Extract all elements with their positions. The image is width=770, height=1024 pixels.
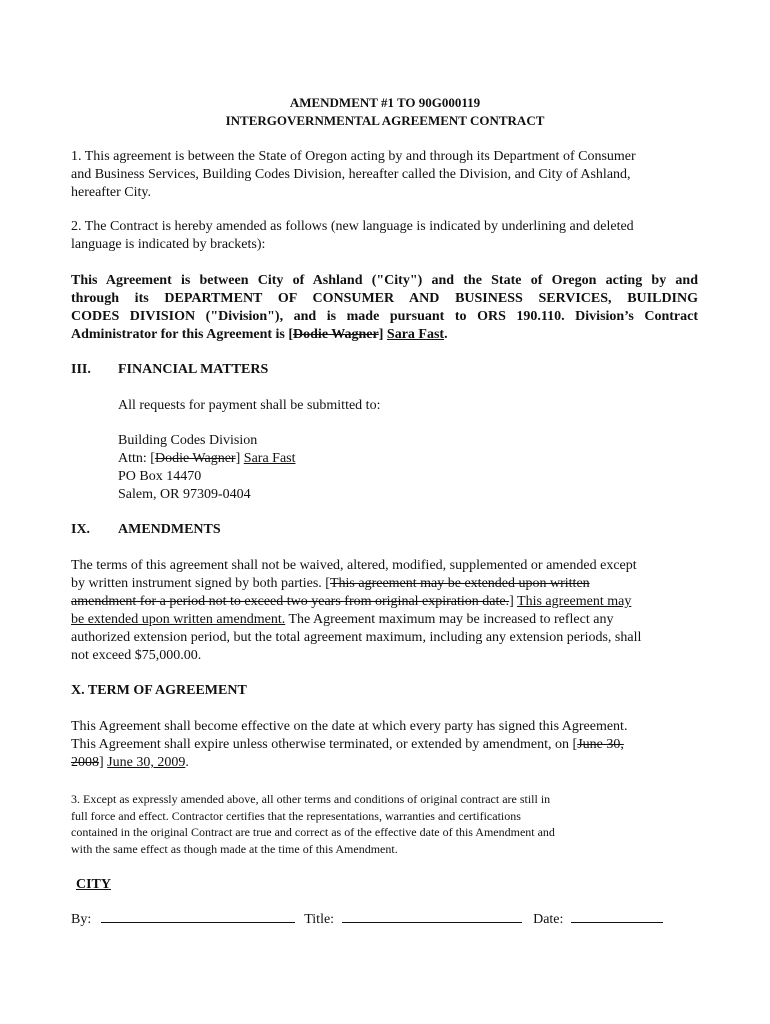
paragraph-3-line: full force and effect. Contractor certifies that the representations, warranties and certifications [71, 808, 521, 823]
deleted-text: Dodie Wagner [154, 451, 236, 466]
by-label: By: [71, 912, 92, 927]
address-line [118, 450, 296, 468]
text-segment: The Agreement maximum may be increased to reflect any [285, 612, 614, 627]
inserted-text: be extended upon written amendment. [71, 612, 286, 627]
paragraph-1-line: hereafter City. [71, 185, 151, 200]
inserted-text: This agreement may [517, 594, 632, 609]
address-line: PO Box 14470 [118, 469, 202, 484]
agreement-line [71, 326, 698, 344]
text-segment: This Agreement shall expire unless otherwise terminated, or extended by amendment, on [ [71, 737, 578, 752]
section-number: III. [71, 362, 91, 377]
title-field[interactable] [342, 910, 522, 923]
text-segment: ] [509, 594, 518, 609]
date-field[interactable] [571, 910, 663, 923]
deleted-text: This agreement may be extended upon written [329, 576, 590, 591]
paragraph-1-line: 1. This agreement is between the State of Oregon acting by and through its Department of Consumer [71, 149, 636, 164]
paragraph-2 [71, 218, 691, 254]
amendments-line [71, 593, 698, 611]
amendments-line [71, 575, 698, 593]
deleted-text: amendment for a period not to exceed two years from original expiration date. [71, 594, 510, 609]
term-paragraph [71, 718, 698, 772]
signature-line [71, 910, 663, 929]
amendments-line: The terms of this agreement shall not be waived, altered, modified, supplemented or amended except [71, 558, 637, 573]
by-signature-field[interactable] [101, 910, 295, 923]
paragraph-3-line: with the same effect as though made at the time of this Amendment. [71, 841, 398, 856]
inserted-text: Sara Fast [243, 451, 296, 466]
text-segment: Attn: [ [118, 451, 155, 466]
paragraph-3-line: contained in the original Contract are true and correct as of the effective date of this Amendment and [71, 825, 555, 839]
paragraph-1 [71, 148, 691, 202]
agreement-line: This Agreement is between City of Ashland ("City") and the State of Oregon acting by and [71, 273, 698, 288]
section-title: AMENDMENTS [118, 522, 221, 537]
term-line [71, 754, 698, 772]
text-segment: ] [99, 755, 108, 770]
term-line [71, 736, 698, 754]
paragraph-3 [71, 791, 691, 857]
section-number: IX. [71, 522, 91, 537]
paragraph-2-line: language is indicated by brackets): [71, 237, 266, 252]
inserted-text: Sara Fast [386, 327, 445, 342]
inserted-text: June 30, 2009 [107, 755, 186, 770]
deleted-text: 2008 [71, 755, 99, 770]
address-line: Building Codes Division [118, 433, 258, 448]
title-label: Title: [304, 912, 335, 927]
amendment-title: AMENDMENT #1 TO 90G000119 [289, 95, 481, 110]
term-line: This Agreement shall become effective on the date at which every party has signed this Agreement. [71, 719, 628, 734]
text-segment: Administrator for this Agreement is [ [71, 327, 294, 342]
text-segment: ] [235, 451, 244, 466]
address-line: Salem, OR 97309-0404 [118, 487, 251, 502]
amendments-line: authorized extension period, but the total agreement maximum, including any extension periods, shall [71, 630, 642, 645]
agreement-parties-paragraph [71, 272, 698, 344]
section-title: FINANCIAL MATTERS [118, 362, 269, 377]
date-label: Date: [533, 912, 564, 927]
paragraph-2-line: 2. The Contract is hereby amended as follows (new language is indicated by underlining and deleted [71, 219, 634, 234]
amendments-line [71, 611, 698, 629]
section-title: X. TERM OF AGREEMENT [71, 683, 247, 698]
contract-title: INTERGOVERNMENTAL AGREEMENT CONTRACT [225, 113, 545, 128]
agreement-line: through its DEPARTMENT OF CONSUMER AND BUSINESS SERVICES, BUILDING [71, 291, 698, 306]
text-segment: ] [378, 327, 387, 342]
text-segment: by written instrument signed by both parties. [ [71, 576, 330, 591]
text-segment: . [185, 755, 189, 770]
text-segment: . [444, 327, 448, 342]
payment-instruction: All requests for payment shall be submitted to: [118, 398, 381, 413]
deleted-text: Dodie Wagner [293, 327, 379, 342]
city-heading: CITY [76, 877, 112, 892]
deleted-text: June 30, [577, 737, 624, 752]
amendments-paragraph [71, 557, 698, 665]
paragraph-1-line: and Business Services, Building Codes Division, hereafter called the Division, and City of Ashland, [71, 167, 631, 182]
agreement-line: CODES DIVISION ("Division"), and is made pursuant to ORS 190.110. Division’s Contract [71, 309, 698, 324]
amendments-line: not exceed $75,000.00. [71, 648, 202, 663]
paragraph-3-line: 3. Except as expressly amended above, all other terms and conditions of original contract are still in [71, 792, 551, 806]
mailing-address [118, 432, 296, 504]
